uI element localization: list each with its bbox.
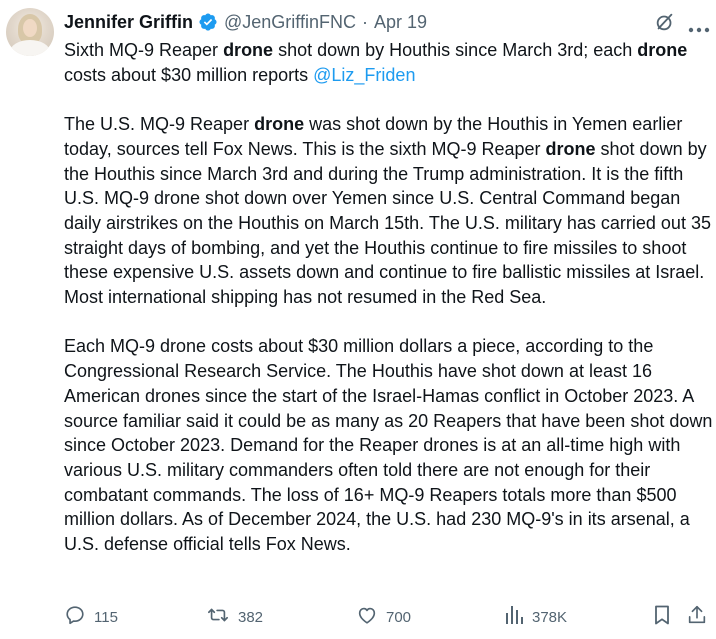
avatar-face xyxy=(23,19,37,37)
verified-badge-icon xyxy=(198,12,218,32)
text-segment: costs about $30 million reports xyxy=(64,64,314,85)
separator-dot: · xyxy=(361,11,368,32)
tweet-date[interactable]: Apr 19 xyxy=(373,11,428,32)
heart-icon xyxy=(356,604,386,630)
author-name[interactable]: Jennifer Griffin xyxy=(64,11,194,32)
repost-count: 382 xyxy=(238,608,264,626)
views-count: 378K xyxy=(532,608,568,626)
mention-link[interactable]: @Liz_Friden xyxy=(313,64,416,85)
avatar[interactable] xyxy=(6,8,54,56)
like-button[interactable] xyxy=(356,604,411,630)
repost-button[interactable] xyxy=(206,604,263,630)
tweet-text xyxy=(64,38,714,557)
text-segment: shot down by the Houthis since March 3rd and during the Trump administration. It is the fifth U.S. MQ-9 drone shot down over Yemen since U.S. Central Command began daily airstrikes on the Houthis on March 15th. The U.S. military has carried out 35 straight days of bombing, and yet the Houthis continue to fire missiles to shoot these expensive U.S. assets down and continue to fire ballistic missiles at Israel. Most international shipping has not resumed in the Red Sea. xyxy=(64,138,711,308)
repost-icon xyxy=(206,604,238,630)
share-icon xyxy=(686,604,716,630)
author-handle[interactable]: @JenGriffinFNC xyxy=(224,11,356,32)
text-segment: shot down by Houthis since March 3rd; each xyxy=(273,40,638,60)
text-bold: drone xyxy=(254,114,305,135)
reply-icon xyxy=(64,604,94,630)
grok-icon[interactable] xyxy=(654,11,676,38)
text-segment: The U.S. MQ-9 Reaper xyxy=(64,114,255,135)
tweet-header xyxy=(64,10,427,34)
text-segment: Sixth MQ-9 Reaper xyxy=(64,40,224,60)
share-button[interactable] xyxy=(686,604,716,630)
views-button[interactable] xyxy=(504,604,567,630)
reply-count: 115 xyxy=(94,608,118,626)
views-icon xyxy=(504,604,532,630)
more-icon[interactable] xyxy=(688,20,710,38)
action-bar xyxy=(64,604,716,630)
text-bold: drone xyxy=(223,40,274,60)
text-bold: drone xyxy=(545,138,596,159)
reply-button[interactable] xyxy=(64,604,118,630)
like-count: 700 xyxy=(386,608,412,626)
bookmark-button[interactable] xyxy=(652,604,680,630)
avatar-shoulders xyxy=(10,40,50,56)
bookmark-icon xyxy=(652,604,680,630)
text-segment: was shot down by the Houthis in Yemen earlier today, sources tell Fox News. This is the sixth MQ-9 Reaper xyxy=(64,114,683,159)
text-bold: drone xyxy=(637,40,688,60)
text-segment: Each MQ-9 drone costs about $30 million dollars a piece, according to the Congressional Research Service. The Houthis have shot down at least 16 American drones since the start of the Israel-Hamas conflict in October 2023. A source familiar said it could be as many as 20 Reapers that have been shot down since October 2023. Demand for the Reaper drones is at an all-time high with various U.S. military commanders often told there are not enough for their combatant commands. The loss of 16+ MQ-9 Reapers totals more than $500 million dollars. As of December 2024, the U.S. had 230 MQ-9's in its arsenal, a U.S. defense official tells Fox News. xyxy=(64,336,713,555)
